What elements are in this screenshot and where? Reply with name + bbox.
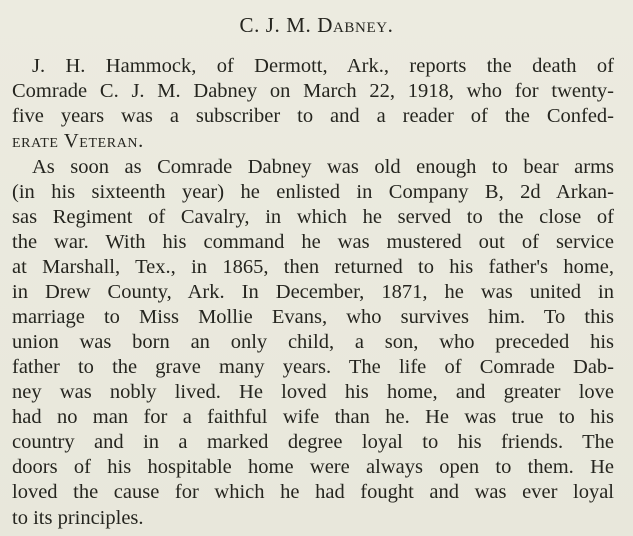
paragraph-2-line-15: to its principles. xyxy=(12,507,144,529)
paragraph-1-line-2: Comrade C. J. M. Dabney on March 22, 1918, who for twenty- xyxy=(12,80,614,102)
paragraph-2-line-12: country and in a marked degree loyal to his friends. The xyxy=(12,431,614,453)
paragraph-2-line-6: in Drew County, Ark. In December, 1871, he was united in xyxy=(12,281,614,303)
paragraph-2-line-8: union was born an only child, a son, who preceded his xyxy=(12,331,614,353)
paragraph-2-line-14: loved the cause for which he had fought and was ever loyal xyxy=(12,481,614,503)
paragraph-2-line-11: had no man for a faithful wife than he. He was true to his xyxy=(12,406,614,428)
paragraph-1-line-1: J. H. Hammock, of Dermott, Ark., reports the death of xyxy=(32,55,614,77)
paragraph-1-line-4: erate Veteran. xyxy=(12,130,144,152)
paragraph-2-line-4: the war. With his command he was mustered out of service xyxy=(12,231,614,253)
paragraph-2-line-5: at Marshall, Tex., in 1865, then returned to his father's home, xyxy=(12,256,614,278)
article-title: C. J. M. Dabney. xyxy=(239,13,394,37)
paragraph-2-line-3: sas Regiment of Cavalry, in which he served to the close of xyxy=(12,206,614,228)
paragraph-1-line-3: five years was a subscriber to and a reader of the Confed- xyxy=(12,105,614,127)
paragraph-2-line-9: father to the grave many years. The life of Comrade Dab- xyxy=(12,356,614,378)
paragraph-2-line-13: doors of his hospitable home were always open to them. He xyxy=(12,456,614,478)
paragraph-2-line-7: marriage to Miss Mollie Evans, who survives him. To this xyxy=(12,306,614,328)
paragraph-2-line-1: As soon as Comrade Dabney was old enough to bear arms xyxy=(32,156,614,178)
paragraph-2-line-2: (in his sixteenth year) he enlisted in Company B, 2d Arkan- xyxy=(12,181,614,203)
paragraph-2-line-10: ney was nobly lived. He loved his home, and greater love xyxy=(12,381,614,403)
